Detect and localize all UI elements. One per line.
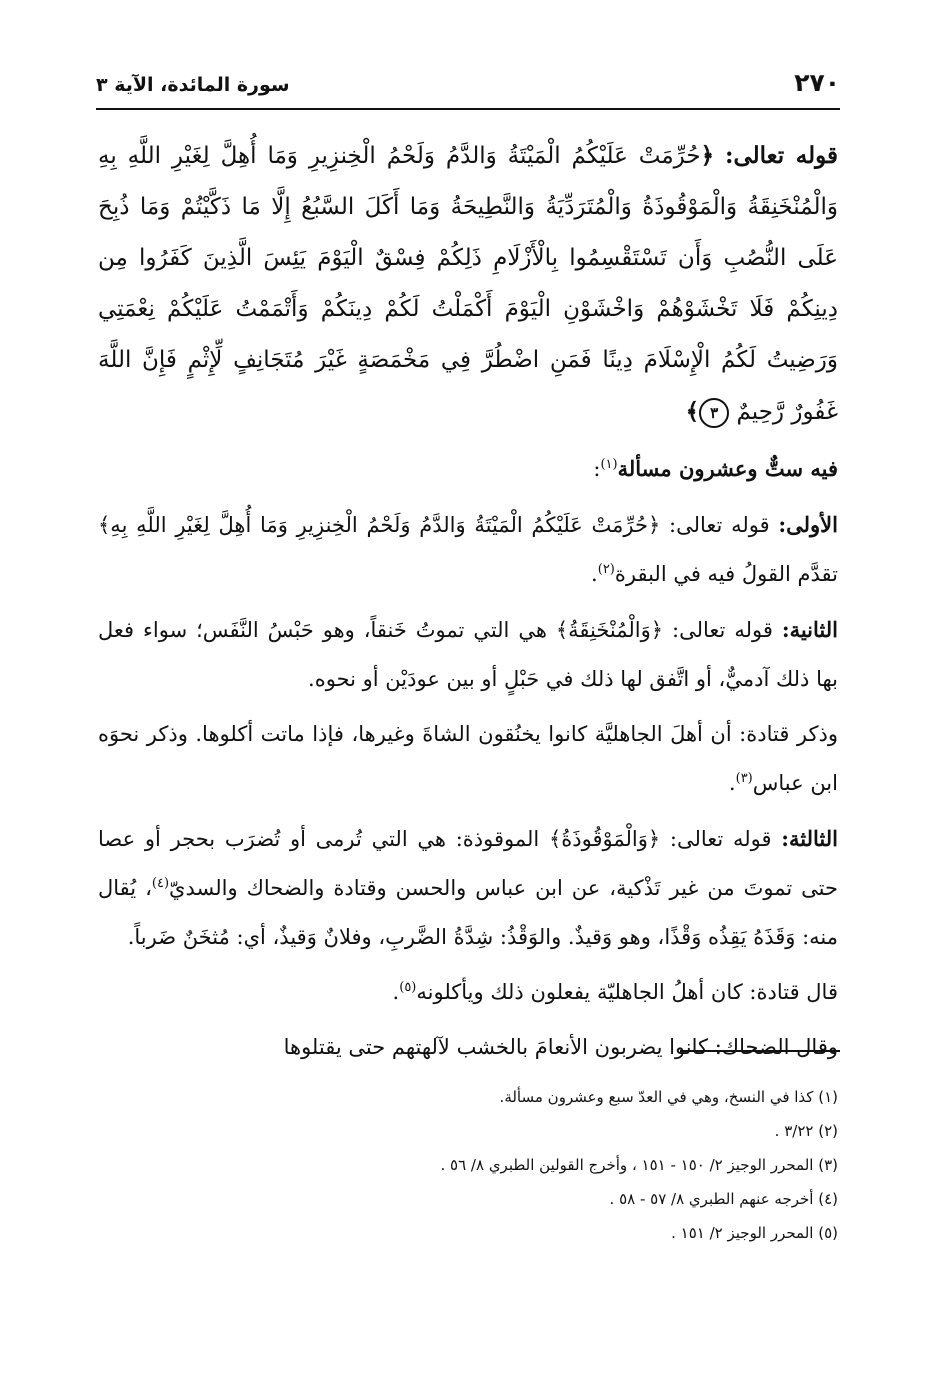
footnote-ref: (٤) <box>151 876 170 891</box>
footnote: (١) كذا في النسخ، وهي في العدّ سبع وعشرون مسألة. <box>499 1088 838 1106</box>
issue-text-tail: . <box>591 562 598 586</box>
issue-text: قوله تعالى: ﴿حُرِّمَتْ عَلَيْكُمُ الْمَيْتَةُ وَالدَّمُ وَلَحْمُ الْخِنزِيرِ وَمَا أُهِلَّ لِغَيْرِ اللَّهِ بِهِ﴾ تقدَّم القولُ فيه في البقرة <box>98 513 838 586</box>
issue-paragraph <box>98 710 838 808</box>
footnote-ref: (٥) <box>399 980 417 995</box>
issue-text: قال قتادة: كان أهلُ الجاهليّة يفعلون ذلك ويأكلونه <box>416 980 838 1004</box>
issue-text: وذكر قتادة: أن أهلَ الجاهليَّة كانوا يخنُقون الشاةَ وغيرها، فإذا ماتت أكلوها. وذكر نحوَه ابن عباس <box>98 722 838 795</box>
issue-text: وقال الضحاك: كانوا يضربون الأنعامَ بالخشب لآلهتهم حتى يقتلوها <box>283 1035 838 1059</box>
issue-paragraph <box>98 814 838 962</box>
footnote: (٤) أخرجه عنهم الطبري ٨/ ٥٧ - ٥٨ . <box>609 1190 838 1208</box>
issue-text-tail: ، يُقال منه: وَقَذَهُ يَقِذُه وَقْذًا، وهو وَقيذٌ. والوَقْذُ: شِدَّةُ الضَّربِ، وفلانٌ وَقيذٌ، أي: مُثخَنٌ ضَرباً. <box>98 876 838 949</box>
verse-text: حُرِّمَتْ عَلَيْكُمُ الْمَيْتَةُ وَالدَّمُ وَلَحْمُ الْخِنزِيرِ وَمَا أُهِلَّ لِغَيْرِ اللَّهِ بِهِ وَالْمُنْخَنِقَةُ وَالْمَوْقُوذَةُ وَالْمُتَرَدِّيَةُ وَالنَّطِيحَةُ وَمَا أَكَلَ السَّبُعُ إِلَّا مَا ذَكَّيْتُمْ وَمَا ذُبِحَ عَلَى النُّصُبِ وَأَن تَسْتَقْسِمُوا بِالْأَزْلَامِ ذَلِكُمْ فِسْقٌ الْيَوْمَ يَئِسَ الَّذِينَ كَفَرُوا مِن دِينِكُمْ فَلَا تَخْشَوْهُمْ وَاخْشَوْنِ الْيَوْمَ أَكْمَلْتُ لَكُمْ دِينَكُمْ وَأَتْمَمْتُ عَلَيْكُمْ نِعْمَتِي وَرَضِيتُ لَكُمُ الْإِسْلَامَ دِينًا فَمَنِ اضْطُرَّ فِي مَخْمَصَةٍ غَيْرَ مُتَجَانِفٍ لِّإِثْمٍ فَإِنَّ اللَّهَ غَفُورٌ رَّحِيمٌ <box>98 143 838 425</box>
verse-intro: قوله تعالى: <box>724 142 839 169</box>
footnote-ref: (٢) <box>597 562 615 577</box>
issue-paragraph <box>98 605 838 704</box>
issue-paragraph <box>98 1023 838 1072</box>
quran-verse-block <box>98 130 838 438</box>
header-rule <box>96 108 840 110</box>
issue-heading: الثالثة: <box>781 826 838 851</box>
footnotes-list <box>98 1080 838 1250</box>
footnote: (٢) ٣/٢٢ . <box>774 1122 838 1140</box>
running-title: سورة المائدة، الآية ٣ <box>96 74 290 96</box>
issue-heading: الأولى: <box>778 512 838 537</box>
issue-paragraph <box>98 968 838 1017</box>
ayah-number-mark: ٣ <box>699 398 729 428</box>
issue-paragraph <box>98 500 838 599</box>
page-number: ٢٧٠ <box>794 68 840 97</box>
issues-count-colon: : <box>593 457 601 481</box>
issues-count-line <box>98 444 838 494</box>
issue-heading: الثانية: <box>781 617 838 642</box>
verse-close-bracket: ﴾ <box>685 398 700 425</box>
verse-open-bracket: ﴿ <box>700 142 715 169</box>
footnote: (٥) المحرر الوجيز ٢/ ١٥١ . <box>671 1224 838 1242</box>
issue-text: قوله تعالى: ﴿وَالْمَوْقُوذَةُ﴾ الموقوذة: هي التي تُرمى أو تُضرَب بحجر أو عصا حتى تموتَ من غير تَذْكية، عن ابن عباس والحسن وقتادة والضحاك والسديّ <box>98 827 839 900</box>
footnote-ref: (١) <box>600 457 618 472</box>
issues-count-text: فيه ستٌّ وعشرون مسألة <box>617 456 838 481</box>
footnote-ref: (٣) <box>735 771 753 786</box>
footnote: (٣) المحرر الوجيز ٢/ ١٥٠ - ١٥١ ، وأخرج القولين الطبري ٨/ ٥٦ . <box>440 1156 838 1174</box>
issue-text: قوله تعالى: ﴿وَالْمُنْخَنِقَةُ﴾ هي التي تموتُ خَنقاً، وهو حَبْسُ النَّفَس؛ سواء فعل بها ذلك آدميٌّ، أو اتَّفق لها ذلك في حَبْلٍ أو بين عودَيْن أو نحوه. <box>98 618 838 691</box>
page-header <box>96 66 840 106</box>
issue-text-tail: . <box>728 771 736 795</box>
footnote-rule <box>680 1050 840 1052</box>
issue-text-tail: . <box>392 980 400 1004</box>
main-text <box>98 130 838 1078</box>
